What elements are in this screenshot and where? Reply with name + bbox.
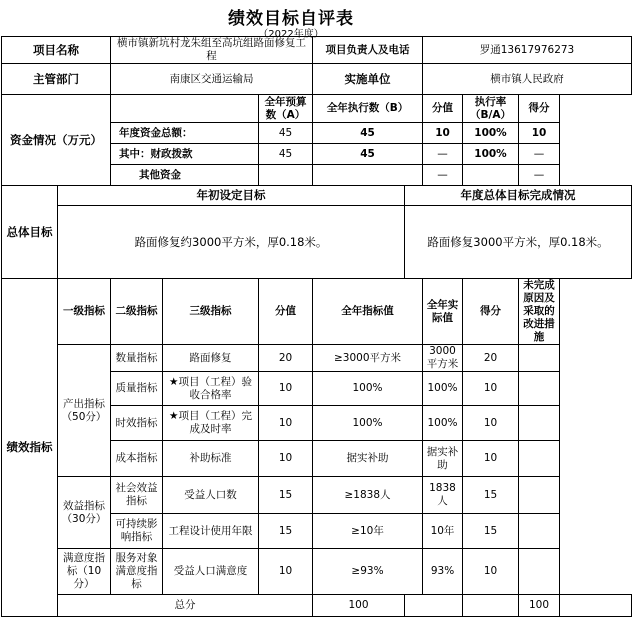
funds-rate: 100% — [463, 123, 519, 144]
perf-l2: 质量指标 — [111, 372, 163, 406]
perf-reason — [519, 406, 560, 441]
total-score: 100 — [519, 595, 560, 617]
funds-row-label: 其他资金 — [111, 165, 259, 186]
perf-l1: 效益指标（30分） — [58, 477, 111, 549]
table-row — [2, 37, 632, 64]
perf-value: 10 — [259, 549, 313, 595]
funds-score: — — [519, 165, 560, 186]
total-blank — [560, 595, 632, 617]
perf-actual: 据实补助 — [423, 441, 463, 477]
perf-l2: 时效指标 — [111, 406, 163, 441]
evaluation-table — [1, 36, 632, 617]
funds-rate — [463, 165, 519, 186]
perf-target: 100% — [313, 372, 423, 406]
perf-actual: 10年 — [423, 514, 463, 549]
perf-target: ≥1838人 — [313, 477, 423, 514]
perf-score: 15 — [463, 514, 519, 549]
actual-goal-text: 路面修复3000平方米，厚0.18米。 — [405, 206, 632, 279]
perf-header-score: 得分 — [463, 279, 519, 345]
perf-score: 20 — [463, 345, 519, 372]
table-row — [2, 549, 632, 595]
perf-reason — [519, 441, 560, 477]
dept-label: 主管部门 — [2, 64, 111, 95]
col-exec-header: 全年执行数（B） — [313, 95, 423, 123]
perf-target: 据实补助 — [313, 441, 423, 477]
unit-value: 横市镇人民政府 — [423, 64, 632, 95]
perf-header-l2: 二级指标 — [111, 279, 163, 345]
perf-header-l1: 一级指标 — [58, 279, 111, 345]
funds-section-label: 资金情况（万元） — [2, 95, 111, 186]
perf-section-label: 绩效指标 — [2, 279, 58, 617]
perf-l1: 产出指标（50分） — [58, 345, 111, 477]
perf-l3: 受益人口数 — [163, 477, 259, 514]
col-rate-header: 执行率（B/A） — [463, 95, 519, 123]
perf-score: 10 — [463, 372, 519, 406]
project-name-value: 横市镇新坑村龙朱组至高坑组路面修复工程 — [111, 37, 313, 64]
perf-header-l3: 三级指标 — [163, 279, 259, 345]
perf-reason — [519, 477, 560, 514]
leader-value: 罗通13617976273 — [423, 37, 632, 64]
table-row — [2, 206, 632, 279]
perf-value: 10 — [259, 441, 313, 477]
project-name-label: 项目名称 — [2, 37, 111, 64]
perf-value: 20 — [259, 345, 313, 372]
funds-exec: 45 — [313, 144, 423, 165]
initial-goal-label: 年初设定目标 — [58, 186, 405, 206]
perf-reason — [519, 372, 560, 406]
perf-value: 15 — [259, 477, 313, 514]
table-row — [2, 477, 632, 514]
perf-target: ≥10年 — [313, 514, 423, 549]
table-row — [2, 186, 632, 206]
total-blank — [405, 595, 463, 617]
total-blank — [463, 595, 519, 617]
funds-exec — [313, 165, 423, 186]
unit-label: 实施单位 — [313, 64, 423, 95]
perf-score: 10 — [463, 549, 519, 595]
perf-value: 15 — [259, 514, 313, 549]
perf-l2: 可持续影响指标 — [111, 514, 163, 549]
perf-value: 10 — [259, 372, 313, 406]
dept-value: 南康区交通运输局 — [111, 64, 313, 95]
funds-score-value: — — [423, 144, 463, 165]
col-score-value-header: 分值 — [423, 95, 463, 123]
page-title: 绩效目标自评表 — [228, 9, 354, 29]
initial-goal-text: 路面修复约3000平方米，厚0.18米。 — [58, 206, 405, 279]
perf-l2: 服务对象满意度指标 — [111, 549, 163, 595]
col-budget-header: 全年预算数（A） — [259, 95, 313, 123]
perf-l3: 补助标准 — [163, 441, 259, 477]
perf-l2: 数量指标 — [111, 345, 163, 372]
perf-l3: ★项目（工程）完成及时率 — [163, 406, 259, 441]
perf-reason — [519, 549, 560, 595]
perf-l1: 满意度指标（10分） — [58, 549, 111, 595]
funds-score: — — [519, 144, 560, 165]
perf-header-reason: 未完成原因及采取的改进措施 — [519, 279, 560, 345]
perf-score: 10 — [463, 406, 519, 441]
funds-budget: 45 — [259, 123, 313, 144]
page-subtitle: （2022年度） — [258, 29, 324, 40]
total-value: 100 — [313, 595, 405, 617]
perf-l3: 路面修复 — [163, 345, 259, 372]
perf-l3: 受益人口满意度 — [163, 549, 259, 595]
perf-target: 100% — [313, 406, 423, 441]
perf-header-value: 分值 — [259, 279, 313, 345]
leader-label: 项目负责人及电话 — [313, 37, 423, 64]
total-label: 总分 — [58, 595, 313, 617]
perf-actual: 3000平方米 — [423, 345, 463, 372]
perf-l2: 成本指标 — [111, 441, 163, 477]
perf-actual: 1838人 — [423, 477, 463, 514]
perf-header-actual: 全年实际值 — [423, 279, 463, 345]
funds-exec: 45 — [313, 123, 423, 144]
perf-score: 10 — [463, 441, 519, 477]
funds-row-label: 年度资金总额： — [111, 123, 259, 144]
col-score-header: 得分 — [519, 95, 560, 123]
perf-value: 10 — [259, 406, 313, 441]
table-row — [2, 595, 632, 617]
goals-section-label: 总体目标 — [2, 186, 58, 279]
table-row — [2, 64, 632, 95]
perf-l2: 社会效益指标 — [111, 477, 163, 514]
funds-rate: 100% — [463, 144, 519, 165]
perf-reason — [519, 514, 560, 549]
funds-header-blank — [111, 95, 259, 123]
funds-budget — [259, 165, 313, 186]
perf-l3: 工程设计使用年限 — [163, 514, 259, 549]
perf-actual: 100% — [423, 406, 463, 441]
perf-l3: ★项目（工程）验收合格率 — [163, 372, 259, 406]
funds-row-label: 其中：财政拨款 — [111, 144, 259, 165]
funds-budget: 45 — [259, 144, 313, 165]
table-row — [2, 279, 632, 345]
funds-score-value: 10 — [423, 123, 463, 144]
perf-actual: 93% — [423, 549, 463, 595]
perf-actual: 100% — [423, 372, 463, 406]
perf-target: ≥3000平方米 — [313, 345, 423, 372]
table-row — [2, 95, 632, 123]
table-row — [2, 345, 632, 372]
funds-score-value: — — [423, 165, 463, 186]
actual-goal-label: 年度总体目标完成情况 — [405, 186, 632, 206]
perf-reason — [519, 345, 560, 372]
perf-score: 15 — [463, 477, 519, 514]
funds-score: 10 — [519, 123, 560, 144]
perf-target: ≥93% — [313, 549, 423, 595]
perf-header-target: 全年指标值 — [313, 279, 423, 345]
